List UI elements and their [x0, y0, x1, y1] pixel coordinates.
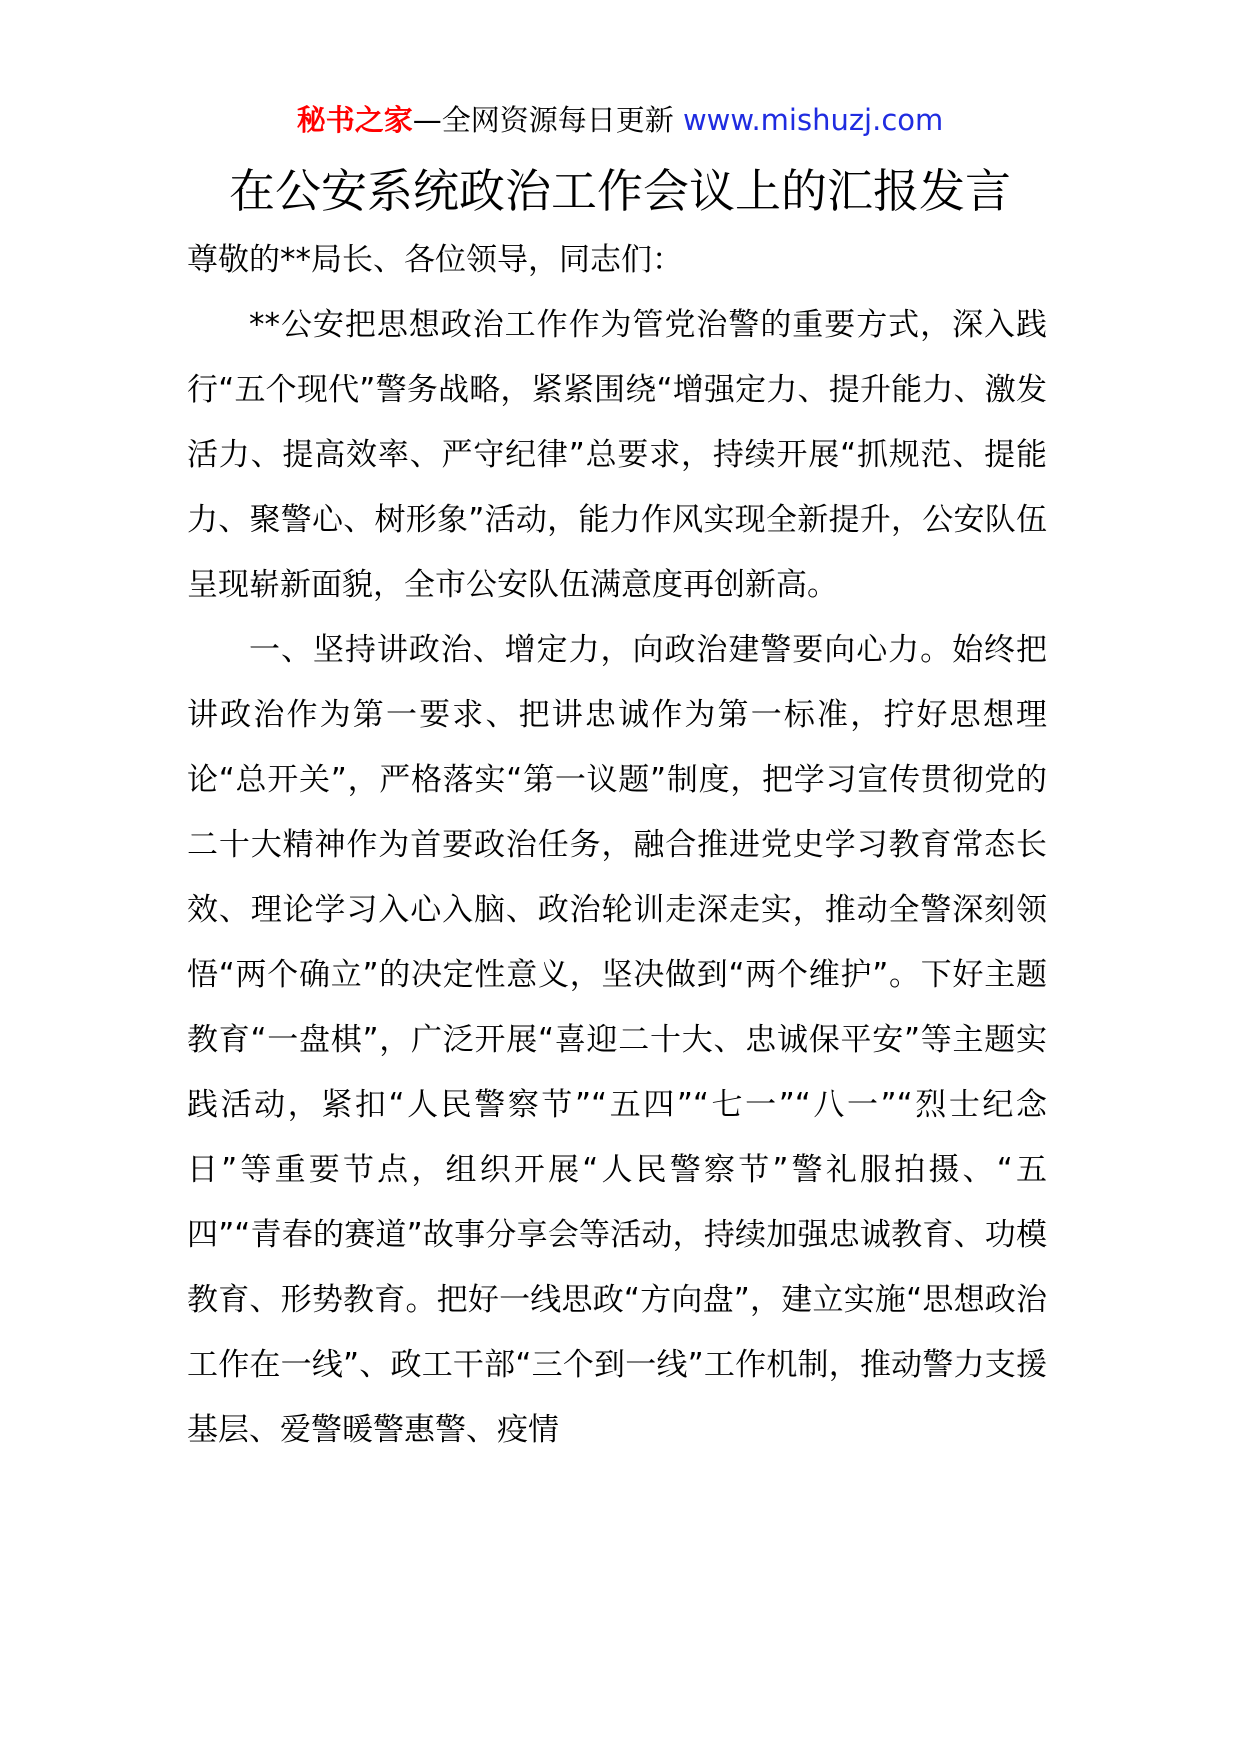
header-url-link[interactable]: www.mishuzj.com [682, 103, 944, 137]
paragraph-intro: **公安把思想政治工作作为管党治警的重要方式，深入践行“五个现代”警务战略，紧紧围绕“增强定力、提升能力、激发活力、提高效率、严守纪律”总要求，持续开展“抓规范、提能力、聚警心、树形象”活动，能力作风实现全新提升，公安队伍呈现崭新面貌，全市公安队伍满意度再创新高。 [187, 307, 1047, 603]
paragraph-section-one: 一、坚持讲政治、增定力，向政治建警要向心力。始终把讲政治作为第一要求、把讲忠诚作为第一标准，拧好思想理论“总开关”，严格落实“第一议题”制度，把学习宣传贯彻党的二十大精神作为首要政治任务，融合推进党史学习教育常态长效、理论学习入心入脑、政治轮训走深走实，推动全警深刻领悟“两个确立”的决定性意义，坚决做到“两个维护”。下好主题教育“一盘棋”，广泛开展“喜迎二十大、忠诚保平安”等主题实践活动，紧扣“人民警察节”“五四”“七一”“八一”“烈士纪念日”等重要节点，组织开展“人民警察节”警礼服拍摄、“五四”“青春的赛道”故事分享会等活动，持续加强忠诚教育、功模教育、形势教育。把好一线思政“方向盘”，建立实施“思想政治工作在一线”、政工干部“三个到一线”工作机制，推动警力支援基层、爱警暖警惠警、疫情 [187, 632, 1047, 1448]
salutation: 尊敬的**局长、各位领导，同志们： [187, 242, 683, 278]
watermark-header [0, 100, 1240, 140]
document-body [187, 228, 1047, 1463]
header-tagline: —全网资源每日更新 [412, 103, 683, 137]
header-brand: 秘书之家 [296, 103, 413, 137]
document-title: 在公安系统政治工作会议上的汇报发言 [229, 164, 1011, 218]
